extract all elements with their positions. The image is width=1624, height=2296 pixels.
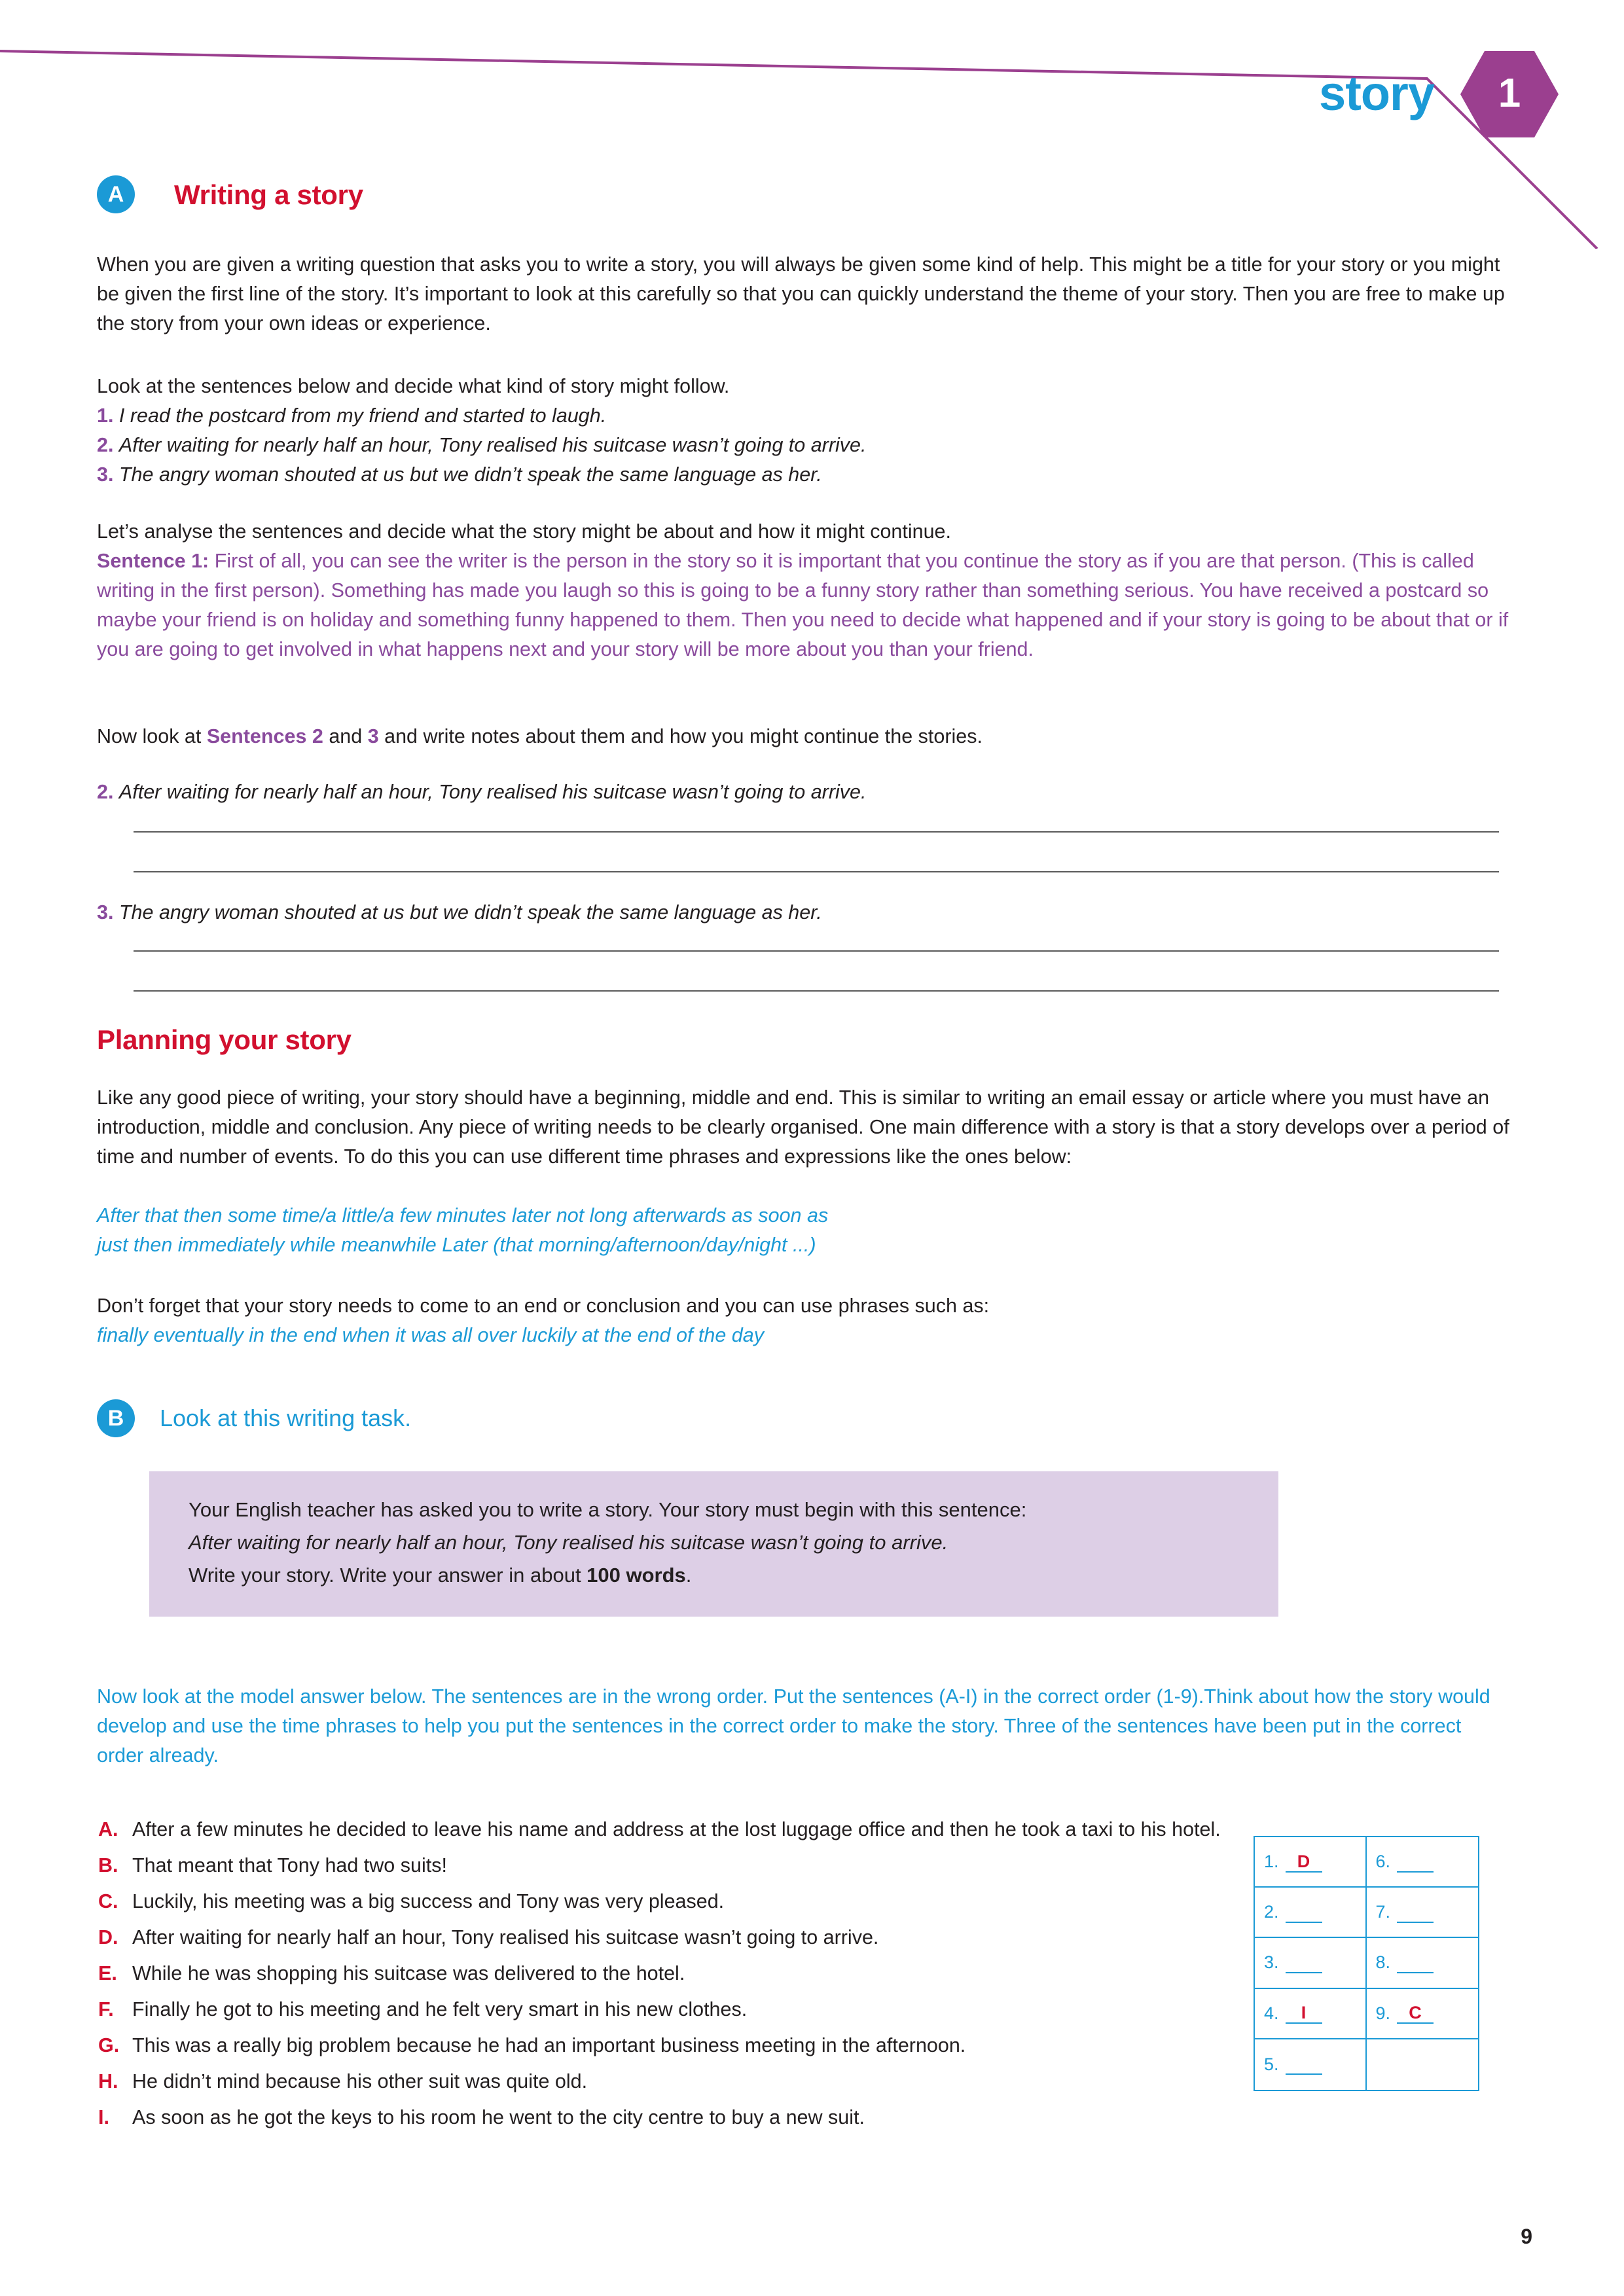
answer-cell-2[interactable] — [1255, 1888, 1367, 1938]
list-item — [98, 1922, 1244, 1952]
answer-cell-label: 3. — [1264, 1952, 1279, 1973]
list-item — [98, 1850, 1244, 1880]
sentence-item — [97, 431, 1526, 460]
task-word-count: 100 words — [586, 1564, 686, 1587]
time-phrases-line-1: After that then some time/a little/a few minutes later not long afterwards as soon as — [97, 1204, 829, 1227]
model-answer-sentences — [98, 1814, 1244, 2138]
answer-cell-3[interactable] — [1255, 1938, 1367, 1988]
section-a-title: Writing a story — [174, 179, 363, 210]
writing-line[interactable] — [134, 990, 1499, 992]
list-item — [98, 1886, 1244, 1916]
answer-cell-value[interactable] — [1397, 1952, 1434, 1973]
answer-cell-label: 7. — [1375, 1902, 1391, 1922]
now-look-s3: 3 — [367, 725, 379, 747]
list-item-letter: D. — [98, 1926, 118, 1948]
section-a-badge: A — [97, 175, 135, 213]
task-3-number: 3. — [97, 901, 114, 924]
sentence-number: 3. — [97, 463, 114, 486]
section-a-intro: When you are given a writing question that asks you to write a story, you will always be given some kind of help. This might be a title for your story or you might be given the first line of the story. It’s important to look at this carefully so that you can quickly understand the theme of your story. Then you are free to make up the story from your own ideas or experience. — [97, 253, 1505, 334]
analyse-line: Let’s analyse the sentences and decide what the story might be about and how it might continue. — [97, 520, 951, 543]
answer-cell-value[interactable] — [1286, 1902, 1322, 1923]
answer-cell-1[interactable] — [1255, 1837, 1367, 1888]
unit-number-badge — [1460, 51, 1559, 137]
list-item-text: As soon as he got the keys to his room he went to the city centre to buy a new suit. — [132, 2106, 865, 2128]
sentence-number: 2. — [97, 434, 114, 456]
list-item-letter: F. — [98, 1998, 114, 2020]
planning-paragraph: Like any good piece of writing, your story should have a beginning, middle and end. This is similar to writing an email essay or article where you must have an introduction, middle and conclusion. Any piece of writing needs to be clearly organised. One main difference with a story is that a story develops over a period of time and number of events. To do this you can use different time phrases and expressions like the ones below: — [97, 1086, 1509, 1168]
list-item-letter: A. — [98, 1818, 118, 1840]
answer-cell-value[interactable]: C — [1397, 2003, 1434, 2024]
task-line-3-pre: Write your story. Write your answer in about — [189, 1564, 587, 1587]
section-a-leadin: Look at the sentences below and decide what kind of story might follow. — [97, 375, 730, 397]
answer-cell-label: 4. — [1264, 2003, 1279, 2023]
now-look-suffix: and write notes about them and how you might continue the stories. — [378, 725, 983, 747]
unit-number: 1 — [1498, 70, 1521, 116]
writing-line[interactable] — [134, 950, 1499, 952]
task-line-3-post: . — [685, 1564, 692, 1587]
sentence1-label: Sentence 1: — [97, 550, 209, 572]
now-look-prefix: Now look at — [97, 725, 207, 747]
planning-title: Planning your story — [97, 1024, 352, 1055]
task-3-text: The angry woman shouted at us but we didn’t speak the same language as her. — [118, 901, 822, 924]
sentence-text: I read the postcard from my friend and started to laugh. — [118, 404, 607, 427]
answer-cell-value[interactable] — [1397, 1852, 1434, 1873]
now-look-line — [97, 722, 1526, 751]
unit-word: story — [1319, 66, 1434, 120]
sentence-item — [97, 460, 1526, 490]
task-line-2: After waiting for nearly half an hour, Tony realised his suitcase wasn’t going to arrive. — [189, 1531, 948, 1554]
answer-cell-value[interactable] — [1397, 1902, 1434, 1923]
list-item-letter: H. — [98, 2070, 118, 2092]
list-item-letter: B. — [98, 1854, 118, 1876]
writing-line[interactable] — [134, 831, 1499, 833]
answer-cell-label: 9. — [1375, 2003, 1391, 2023]
answer-cell-blank — [1367, 2039, 1479, 2090]
sentence-item — [97, 401, 1526, 431]
list-item-text: After a few minutes he decided to leave his name and address at the lost luggage office and then he took a taxi to his hotel. — [132, 1818, 1221, 1840]
answer-cell-value[interactable] — [1286, 2054, 1322, 2075]
answer-cell-value[interactable]: I — [1286, 2003, 1322, 2024]
ending-intro: Don’t forget that your story needs to come to an end or conclusion and you can use phrases such as: — [97, 1295, 990, 1317]
list-item — [98, 1814, 1244, 1844]
list-item-text: Luckily, his meeting was a big success and Tony was very pleased. — [132, 1890, 725, 1912]
answer-cell-label: 2. — [1264, 1902, 1279, 1922]
task-line-1: Your English teacher has asked you to write a story. Your story must begin with this sentence: — [189, 1498, 1027, 1521]
answer-cell-4[interactable] — [1255, 1989, 1367, 2039]
answer-cell-6[interactable] — [1367, 1837, 1479, 1888]
writing-task-box — [149, 1471, 1278, 1617]
now-look-mid: and — [323, 725, 368, 747]
page-number: 9 — [1521, 2225, 1532, 2248]
section-b-title: Look at this writing task. — [160, 1405, 412, 1431]
sentence1-analysis — [97, 547, 1537, 664]
list-item-text: This was a really big problem because he had an important business meeting in the afternoon. — [132, 2034, 966, 2056]
answer-cell-label: 5. — [1264, 2054, 1279, 2074]
answer-cell-7[interactable] — [1367, 1888, 1479, 1938]
answer-cell-8[interactable] — [1367, 1938, 1479, 1988]
sentence1-text: First of all, you can see the writer is the person in the story so it is important that you continue the story as if you are that person. (This is called writing in the first person). Something has made you laugh so this is going to be a funny story rather than something serious. You have received a postcard so maybe your friend is on holiday and something funny happened to them. Then you need to decide what happened and if your story is going to be about that or if you are going to get involved in what happens next and your story will be more about you than your friend. — [97, 550, 1509, 660]
list-item-text: That meant that Tony had two suits! — [132, 1854, 447, 1876]
time-phrases-line-2: just then immediately while meanwhile Later (that morning/afternoon/day/night ...) — [97, 1234, 816, 1256]
section-b-badge: B — [97, 1399, 135, 1437]
list-item-text: He didn’t mind because his other suit was quite old. — [132, 2070, 588, 2092]
answer-cell-value[interactable]: D — [1286, 1852, 1322, 1873]
answer-cell-value[interactable] — [1286, 1952, 1322, 1973]
answer-grid[interactable] — [1254, 1836, 1479, 2091]
list-item — [98, 1958, 1244, 1988]
list-item-text: Finally he got to his meeting and he felt very smart in his new clothes. — [132, 1998, 748, 2020]
list-item-text: While he was shopping his suitcase was delivered to the hotel. — [132, 1962, 685, 1984]
list-item-text: After waiting for nearly half an hour, Tony realised his suitcase wasn’t going to arrive. — [132, 1926, 879, 1948]
list-item — [98, 1994, 1244, 2024]
writing-line[interactable] — [134, 871, 1499, 872]
answer-cell-9[interactable] — [1367, 1989, 1479, 2039]
answer-cell-label: 8. — [1375, 1952, 1391, 1973]
list-item-letter: G. — [98, 2034, 120, 2056]
now-look-s2: Sentences 2 — [206, 725, 323, 747]
sentence-text: The angry woman shouted at us but we didn’t speak the same language as her. — [118, 463, 822, 486]
list-item-letter: C. — [98, 1890, 118, 1912]
task-line-3 — [189, 1559, 1250, 1592]
sentence-number: 1. — [97, 404, 114, 427]
list-item — [98, 2102, 1244, 2132]
answer-cell-label: 1. — [1264, 1852, 1279, 1872]
list-item — [98, 2030, 1244, 2060]
sentence-list — [97, 401, 1526, 490]
sentence-text: After waiting for nearly half an hour, Tony realised his suitcase wasn’t going to arrive. — [118, 434, 867, 456]
answer-cell-5[interactable] — [1255, 2039, 1367, 2090]
header-decoration — [0, 0, 1624, 249]
answer-cell-label: 6. — [1375, 1852, 1391, 1872]
list-item-letter: E. — [98, 1962, 117, 1984]
ordering-instructions: Now look at the model answer below. The sentences are in the wrong order. Put the sentences (A-I) in the correct order (1-9).Think about how the story would develop and use the time phrases to help you put the sentences in the correct order to make the story. Three of the sentences have been put in the correct order already. — [97, 1685, 1490, 1767]
list-item — [98, 2066, 1244, 2096]
task-2-number: 2. — [97, 781, 114, 803]
task-2-text: After waiting for nearly half an hour, Tony realised his suitcase wasn’t going to arrive. — [118, 781, 867, 803]
ending-phrases: finally eventually in the end when it was all over luckily at the end of the day — [97, 1324, 764, 1346]
task-2-prompt — [97, 778, 1526, 807]
task-3-prompt — [97, 898, 1526, 927]
list-item-letter: I. — [98, 2106, 109, 2128]
